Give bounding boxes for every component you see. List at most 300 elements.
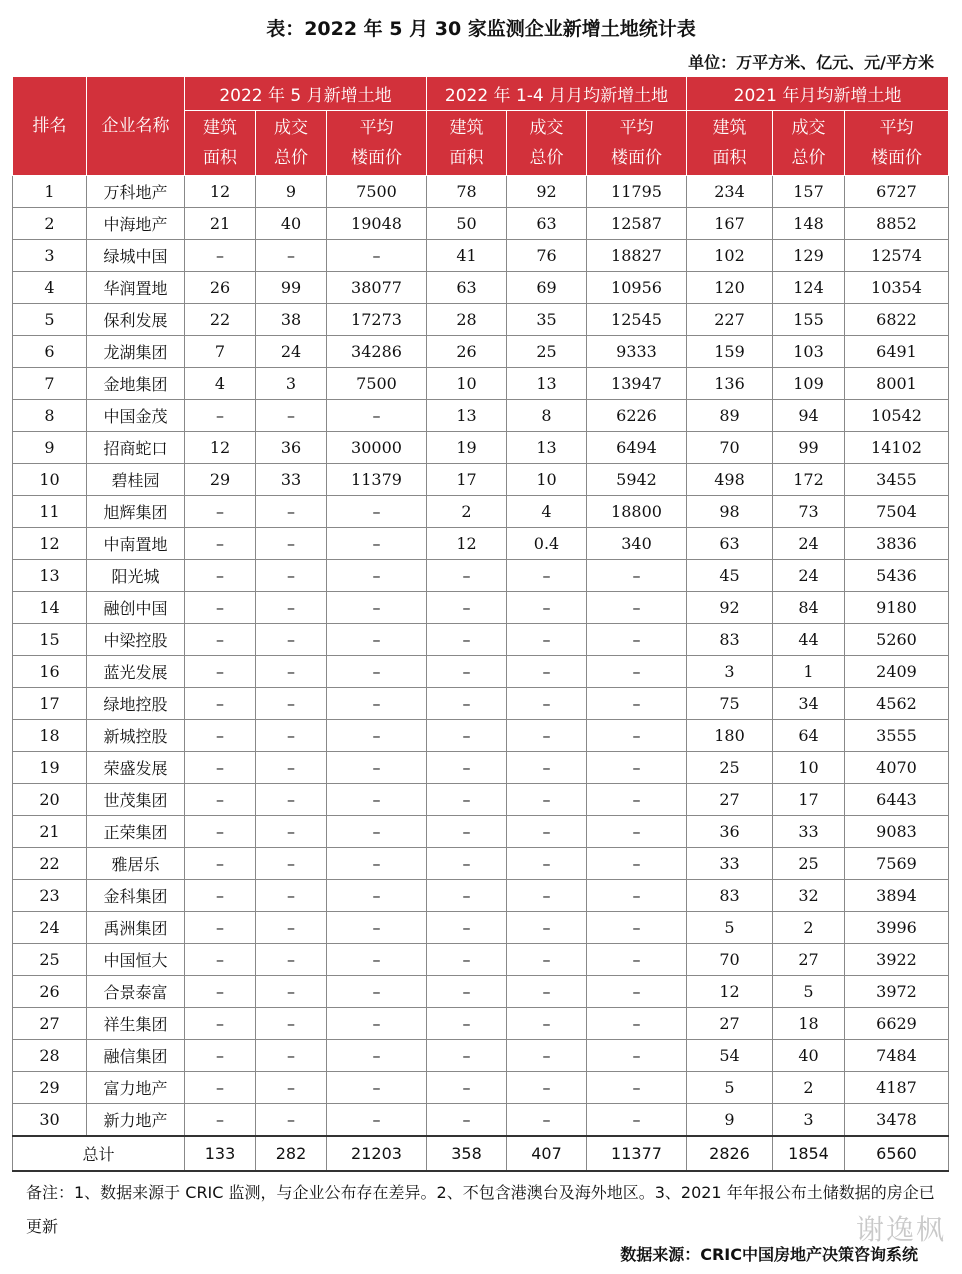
value-cell: 7 xyxy=(185,336,256,368)
value-cell: – xyxy=(427,1072,507,1104)
company-cell: 荣盛发展 xyxy=(87,752,185,784)
company-cell: 招商蛇口 xyxy=(87,432,185,464)
subheader-line: 平均 xyxy=(619,118,654,138)
value-cell: 5942 xyxy=(587,464,687,496)
value-cell: – xyxy=(427,560,507,592)
value-cell: 8001 xyxy=(845,368,949,400)
subheader-line: 总价 xyxy=(274,148,308,168)
value-cell: – xyxy=(256,656,327,688)
value-cell: 9180 xyxy=(845,592,949,624)
rank-cell: 30 xyxy=(13,1104,87,1137)
value-cell: – xyxy=(427,880,507,912)
total-value-cell: 1854 xyxy=(773,1136,845,1171)
value-cell: 6494 xyxy=(587,432,687,464)
value-cell: 25 xyxy=(773,848,845,880)
value-cell: 18 xyxy=(773,1008,845,1040)
table-row xyxy=(13,240,949,272)
value-cell: 3922 xyxy=(845,944,949,976)
value-cell: – xyxy=(327,976,427,1008)
value-cell: 33 xyxy=(256,464,327,496)
value-cell: 27 xyxy=(687,784,773,816)
company-cell: 绿城中国 xyxy=(87,240,185,272)
value-cell: 33 xyxy=(773,816,845,848)
value-cell: 34286 xyxy=(327,336,427,368)
subheader-price xyxy=(773,111,845,176)
table-row xyxy=(13,688,949,720)
value-cell: – xyxy=(427,624,507,656)
value-cell: – xyxy=(327,1072,427,1104)
value-cell: 24 xyxy=(773,528,845,560)
value-cell: – xyxy=(256,592,327,624)
value-cell: 38077 xyxy=(327,272,427,304)
value-cell: 70 xyxy=(687,432,773,464)
table-row xyxy=(13,496,949,528)
company-cell: 融创中国 xyxy=(87,592,185,624)
value-cell: 21 xyxy=(185,208,256,240)
value-cell: 136 xyxy=(687,368,773,400)
value-cell: 103 xyxy=(773,336,845,368)
value-cell: 3555 xyxy=(845,720,949,752)
value-cell: – xyxy=(507,592,587,624)
value-cell: – xyxy=(427,912,507,944)
value-cell: – xyxy=(185,656,256,688)
value-cell: 36 xyxy=(256,432,327,464)
value-cell: – xyxy=(587,688,687,720)
rank-cell: 7 xyxy=(13,368,87,400)
value-cell: 19048 xyxy=(327,208,427,240)
rank-cell: 18 xyxy=(13,720,87,752)
value-cell: – xyxy=(427,1040,507,1072)
company-cell: 融信集团 xyxy=(87,1040,185,1072)
value-cell: – xyxy=(587,912,687,944)
value-cell: – xyxy=(256,240,327,272)
value-cell: 24 xyxy=(256,336,327,368)
value-cell: 12 xyxy=(185,432,256,464)
value-cell: – xyxy=(327,880,427,912)
company-cell: 龙湖集团 xyxy=(87,336,185,368)
subheader-price xyxy=(256,111,327,176)
value-cell: 7500 xyxy=(327,176,427,208)
rank-cell: 14 xyxy=(13,592,87,624)
value-cell: 129 xyxy=(773,240,845,272)
header-company: 企业名称 xyxy=(87,77,185,176)
total-value-cell: 282 xyxy=(256,1136,327,1171)
value-cell: – xyxy=(256,784,327,816)
value-cell: 11379 xyxy=(327,464,427,496)
value-cell: 3 xyxy=(256,368,327,400)
value-cell: – xyxy=(587,1104,687,1137)
value-cell: – xyxy=(507,1040,587,1072)
table-row xyxy=(13,272,949,304)
value-cell: 148 xyxy=(773,208,845,240)
subheader-area xyxy=(687,111,773,176)
value-cell: 7484 xyxy=(845,1040,949,1072)
value-cell: 36 xyxy=(687,816,773,848)
value-cell: 340 xyxy=(587,528,687,560)
total-value-cell: 21203 xyxy=(327,1136,427,1171)
rank-cell: 5 xyxy=(13,304,87,336)
value-cell: – xyxy=(256,912,327,944)
value-cell: 3 xyxy=(687,656,773,688)
value-cell: – xyxy=(256,624,327,656)
value-cell: 5260 xyxy=(845,624,949,656)
value-cell: 44 xyxy=(773,624,845,656)
value-cell: – xyxy=(327,656,427,688)
rank-cell: 19 xyxy=(13,752,87,784)
value-cell: – xyxy=(256,1040,327,1072)
watermark: 谢逸枫 xyxy=(855,1213,946,1246)
value-cell: 28 xyxy=(427,304,507,336)
value-cell: – xyxy=(256,1104,327,1137)
rank-cell: 9 xyxy=(13,432,87,464)
subheader-line: 成交 xyxy=(791,118,826,138)
total-value-cell: 11377 xyxy=(587,1136,687,1171)
table-row xyxy=(13,400,949,432)
value-cell: 63 xyxy=(427,272,507,304)
value-cell: 17273 xyxy=(327,304,427,336)
value-cell: 34 xyxy=(773,688,845,720)
rank-cell: 16 xyxy=(13,656,87,688)
value-cell: 13947 xyxy=(587,368,687,400)
value-cell: – xyxy=(185,816,256,848)
value-cell: – xyxy=(327,912,427,944)
value-cell: – xyxy=(185,624,256,656)
value-cell: 5 xyxy=(687,912,773,944)
value-cell: 69 xyxy=(507,272,587,304)
company-cell: 富力地产 xyxy=(87,1072,185,1104)
subheader-area xyxy=(185,111,256,176)
value-cell: 11795 xyxy=(587,176,687,208)
value-cell: 167 xyxy=(687,208,773,240)
value-cell: 10 xyxy=(773,752,845,784)
subheader-price xyxy=(507,111,587,176)
subheader-area xyxy=(427,111,507,176)
value-cell: – xyxy=(185,720,256,752)
value-cell: 10956 xyxy=(587,272,687,304)
table-row xyxy=(13,560,949,592)
value-cell: – xyxy=(185,496,256,528)
table-row xyxy=(13,752,949,784)
value-cell: 78 xyxy=(427,176,507,208)
company-cell: 绿地控股 xyxy=(87,688,185,720)
table-row xyxy=(13,1104,949,1137)
table-row xyxy=(13,880,949,912)
table-row xyxy=(13,624,949,656)
rank-cell: 22 xyxy=(13,848,87,880)
value-cell: 99 xyxy=(773,432,845,464)
value-cell: – xyxy=(185,400,256,432)
value-cell: – xyxy=(256,400,327,432)
value-cell: 102 xyxy=(687,240,773,272)
table-row xyxy=(13,592,949,624)
value-cell: 3972 xyxy=(845,976,949,1008)
rank-cell: 2 xyxy=(13,208,87,240)
value-cell: 13 xyxy=(427,400,507,432)
value-cell: – xyxy=(185,912,256,944)
value-cell: – xyxy=(507,1104,587,1137)
company-cell: 华润置地 xyxy=(87,272,185,304)
value-cell: – xyxy=(507,912,587,944)
value-cell: 38 xyxy=(256,304,327,336)
company-cell: 中南置地 xyxy=(87,528,185,560)
value-cell: 25 xyxy=(507,336,587,368)
value-cell: – xyxy=(587,944,687,976)
rank-cell: 26 xyxy=(13,976,87,1008)
value-cell: 12587 xyxy=(587,208,687,240)
value-cell: – xyxy=(507,816,587,848)
value-cell: 63 xyxy=(507,208,587,240)
rank-cell: 28 xyxy=(13,1040,87,1072)
rank-cell: 8 xyxy=(13,400,87,432)
rank-cell: 17 xyxy=(13,688,87,720)
value-cell: – xyxy=(587,848,687,880)
value-cell: 12 xyxy=(427,528,507,560)
total-row xyxy=(13,1136,949,1171)
value-cell: – xyxy=(427,1008,507,1040)
value-cell: 7504 xyxy=(845,496,949,528)
value-cell: 29 xyxy=(185,464,256,496)
value-cell: – xyxy=(327,1040,427,1072)
value-cell: 24 xyxy=(773,560,845,592)
value-cell: 12 xyxy=(185,176,256,208)
value-cell: 6491 xyxy=(845,336,949,368)
table-row xyxy=(13,528,949,560)
value-cell: – xyxy=(256,1072,327,1104)
value-cell: – xyxy=(587,720,687,752)
value-cell: 41 xyxy=(427,240,507,272)
value-cell: 99 xyxy=(256,272,327,304)
header-rank: 排名 xyxy=(13,77,87,176)
value-cell: 25 xyxy=(687,752,773,784)
company-cell: 新力地产 xyxy=(87,1104,185,1137)
value-cell: – xyxy=(427,688,507,720)
subheader-line: 楼面价 xyxy=(351,148,402,168)
value-cell: 30000 xyxy=(327,432,427,464)
table-row xyxy=(13,432,949,464)
value-cell: – xyxy=(327,528,427,560)
value-cell: 83 xyxy=(687,880,773,912)
value-cell: 3455 xyxy=(845,464,949,496)
value-cell: 27 xyxy=(687,1008,773,1040)
value-cell: 1 xyxy=(773,656,845,688)
table-row xyxy=(13,208,949,240)
value-cell: 2 xyxy=(427,496,507,528)
value-cell: – xyxy=(256,976,327,1008)
company-cell: 蓝光发展 xyxy=(87,656,185,688)
value-cell: 83 xyxy=(687,624,773,656)
value-cell: 14102 xyxy=(845,432,949,464)
value-cell: – xyxy=(185,944,256,976)
value-cell: 50 xyxy=(427,208,507,240)
value-cell: – xyxy=(327,1008,427,1040)
value-cell: 6822 xyxy=(845,304,949,336)
total-value-cell: 6560 xyxy=(845,1136,949,1171)
value-cell: 2 xyxy=(773,912,845,944)
value-cell: 54 xyxy=(687,1040,773,1072)
value-cell: 63 xyxy=(687,528,773,560)
value-cell: – xyxy=(507,656,587,688)
value-cell: – xyxy=(507,624,587,656)
value-cell: – xyxy=(507,1008,587,1040)
value-cell: – xyxy=(587,880,687,912)
value-cell: 157 xyxy=(773,176,845,208)
value-cell: – xyxy=(327,816,427,848)
total-value-cell: 2826 xyxy=(687,1136,773,1171)
table-row xyxy=(13,976,949,1008)
value-cell: 12574 xyxy=(845,240,949,272)
value-cell: 10 xyxy=(507,464,587,496)
rank-cell: 24 xyxy=(13,912,87,944)
rank-cell: 3 xyxy=(13,240,87,272)
value-cell: – xyxy=(185,240,256,272)
subheader-line: 面积 xyxy=(449,148,484,168)
value-cell: – xyxy=(327,688,427,720)
value-cell: – xyxy=(507,784,587,816)
data-source: 数据来源：CRIC中国房地产决策咨询系统 xyxy=(620,1245,918,1264)
value-cell: – xyxy=(327,720,427,752)
value-cell: 17 xyxy=(427,464,507,496)
value-cell: – xyxy=(427,816,507,848)
value-cell: – xyxy=(587,656,687,688)
rank-cell: 29 xyxy=(13,1072,87,1104)
rank-cell: 6 xyxy=(13,336,87,368)
subheader-line: 总价 xyxy=(791,148,826,168)
value-cell: – xyxy=(185,976,256,1008)
rank-cell: 15 xyxy=(13,624,87,656)
value-cell: – xyxy=(256,560,327,592)
value-cell: 4 xyxy=(185,368,256,400)
header-group-2021: 2021 年月均新增土地 xyxy=(687,77,949,111)
company-cell: 保利发展 xyxy=(87,304,185,336)
value-cell: 4187 xyxy=(845,1072,949,1104)
subheader-floor-price xyxy=(587,111,687,176)
value-cell: 9 xyxy=(687,1104,773,1137)
value-cell: – xyxy=(256,752,327,784)
value-cell: 234 xyxy=(687,176,773,208)
value-cell: 159 xyxy=(687,336,773,368)
value-cell: – xyxy=(327,944,427,976)
company-cell: 中海地产 xyxy=(87,208,185,240)
value-cell: – xyxy=(507,976,587,1008)
table-row xyxy=(13,912,949,944)
value-cell: 3478 xyxy=(845,1104,949,1137)
value-cell: 18827 xyxy=(587,240,687,272)
value-cell: 3836 xyxy=(845,528,949,560)
value-cell: 8 xyxy=(507,400,587,432)
subheader-floor-price xyxy=(327,111,427,176)
value-cell: – xyxy=(587,976,687,1008)
value-cell: 2409 xyxy=(845,656,949,688)
value-cell: 10354 xyxy=(845,272,949,304)
value-cell: – xyxy=(587,560,687,592)
value-cell: – xyxy=(327,240,427,272)
value-cell: 4 xyxy=(507,496,587,528)
value-cell: – xyxy=(327,400,427,432)
rank-cell: 25 xyxy=(13,944,87,976)
value-cell: 3 xyxy=(773,1104,845,1137)
table-row xyxy=(13,656,949,688)
value-cell: 10 xyxy=(427,368,507,400)
subheader-line: 楼面价 xyxy=(871,148,922,168)
company-cell: 碧桂园 xyxy=(87,464,185,496)
table-row xyxy=(13,336,949,368)
value-cell: 180 xyxy=(687,720,773,752)
company-cell: 中梁控股 xyxy=(87,624,185,656)
table-row xyxy=(13,176,949,208)
value-cell: – xyxy=(427,976,507,1008)
value-cell: 76 xyxy=(507,240,587,272)
value-cell: – xyxy=(185,528,256,560)
value-cell: – xyxy=(256,720,327,752)
value-cell: 89 xyxy=(687,400,773,432)
value-cell: 64 xyxy=(773,720,845,752)
rank-cell: 21 xyxy=(13,816,87,848)
value-cell: – xyxy=(427,720,507,752)
value-cell: – xyxy=(587,1008,687,1040)
value-cell: – xyxy=(327,848,427,880)
value-cell: 9 xyxy=(256,176,327,208)
value-cell: – xyxy=(327,752,427,784)
value-cell: – xyxy=(327,592,427,624)
value-cell: – xyxy=(256,848,327,880)
value-cell: – xyxy=(427,784,507,816)
subheader-line: 平均 xyxy=(879,118,914,138)
value-cell: – xyxy=(327,624,427,656)
value-cell: 0.4 xyxy=(507,528,587,560)
rank-cell: 27 xyxy=(13,1008,87,1040)
subheader-line: 成交 xyxy=(274,118,308,138)
table-row xyxy=(13,848,949,880)
total-value-cell: 133 xyxy=(185,1136,256,1171)
value-cell: 94 xyxy=(773,400,845,432)
table-row xyxy=(13,784,949,816)
value-cell: 109 xyxy=(773,368,845,400)
company-cell: 万科地产 xyxy=(87,176,185,208)
company-cell: 正荣集团 xyxy=(87,816,185,848)
subheader-line: 成交 xyxy=(529,118,564,138)
company-cell: 世茂集团 xyxy=(87,784,185,816)
value-cell: 13 xyxy=(507,432,587,464)
value-cell: 40 xyxy=(773,1040,845,1072)
value-cell: – xyxy=(185,1104,256,1137)
total-value-cell: 358 xyxy=(427,1136,507,1171)
value-cell: – xyxy=(185,592,256,624)
value-cell: – xyxy=(327,1104,427,1137)
value-cell: 9083 xyxy=(845,816,949,848)
company-cell: 祥生集团 xyxy=(87,1008,185,1040)
table-row xyxy=(13,368,949,400)
value-cell: – xyxy=(256,1008,327,1040)
value-cell: – xyxy=(256,688,327,720)
land-statistics-table xyxy=(12,76,949,1172)
value-cell: 9333 xyxy=(587,336,687,368)
value-cell: – xyxy=(587,816,687,848)
rank-cell: 23 xyxy=(13,880,87,912)
subheader-line: 建筑 xyxy=(449,118,484,138)
subheader-line: 建筑 xyxy=(712,118,747,138)
rank-cell: 13 xyxy=(13,560,87,592)
value-cell: 73 xyxy=(773,496,845,528)
table-row xyxy=(13,720,949,752)
value-cell: 84 xyxy=(773,592,845,624)
value-cell: – xyxy=(185,880,256,912)
value-cell: 45 xyxy=(687,560,773,592)
rank-cell: 4 xyxy=(13,272,87,304)
value-cell: – xyxy=(427,592,507,624)
value-cell: 17 xyxy=(773,784,845,816)
value-cell: 19 xyxy=(427,432,507,464)
value-cell: 5 xyxy=(687,1072,773,1104)
